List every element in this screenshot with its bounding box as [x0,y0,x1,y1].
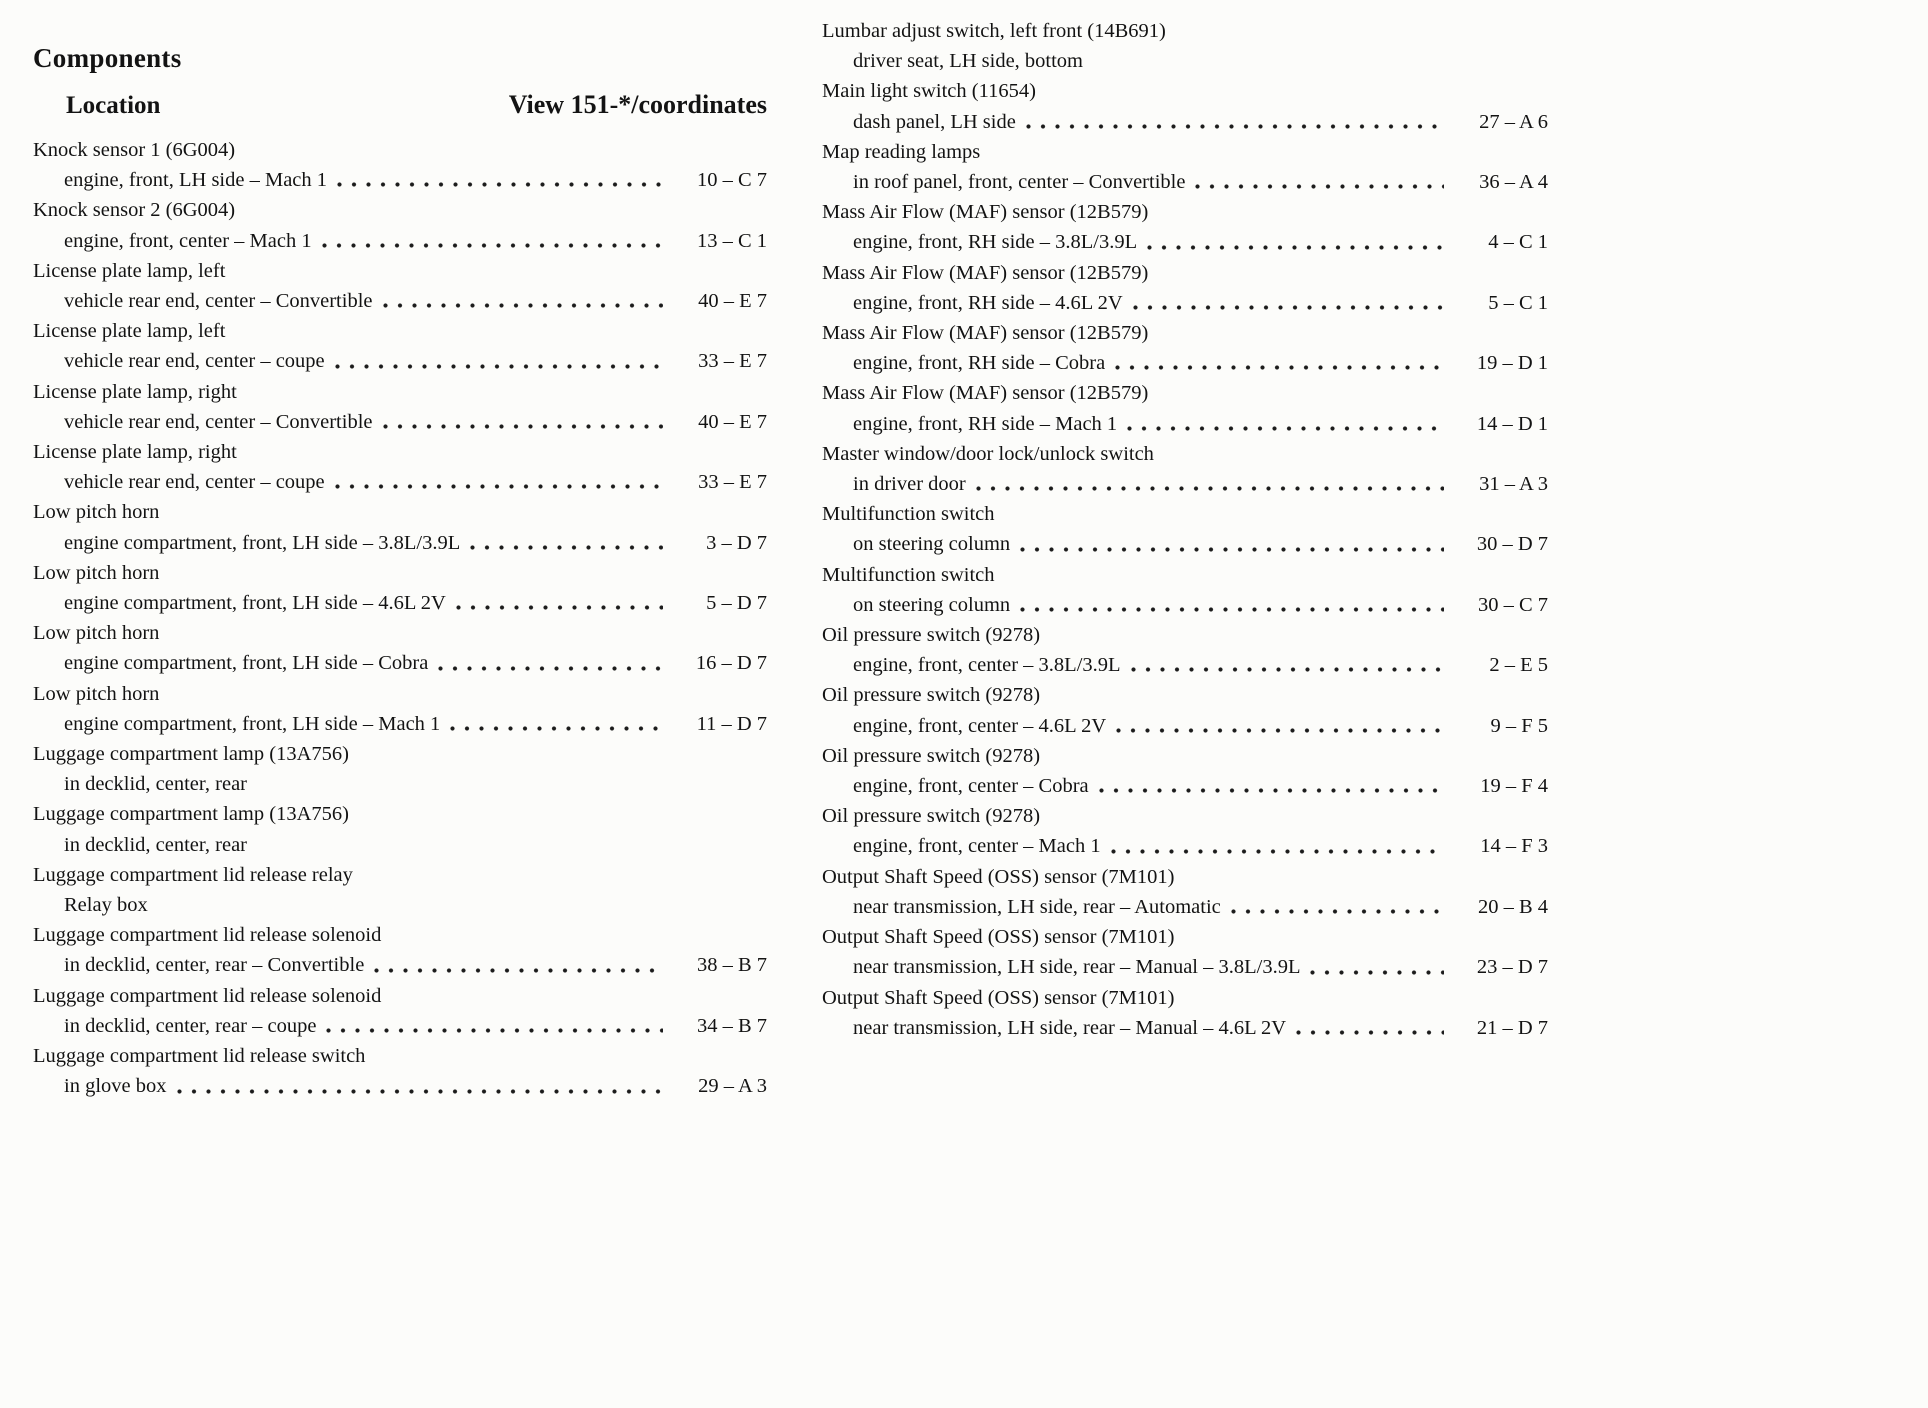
component-name: Luggage compartment lamp (13A756) [33,803,349,826]
component-entry [822,378,1548,438]
component-location-row [33,950,767,980]
dot-leader [1131,666,1444,673]
location-text: engine, front, center – Mach 1 [853,835,1101,858]
coordinate-value: 27 – A 6 [1479,110,1548,133]
component-name: Output Shaft Speed (OSS) sensor (7M101) [822,865,1175,888]
component-location-row [822,46,1548,76]
dot-leader [438,665,663,672]
component-location-row [33,407,767,437]
component-entry [33,497,767,557]
component-entry [33,981,767,1041]
right-column [822,16,1548,1043]
component-entry [33,437,767,497]
component-name: Oil pressure switch (9278) [822,744,1041,767]
component-name: Multifunction switch [822,503,995,526]
component-location-row [33,648,767,678]
coordinate-value: 5 – D 7 [706,592,767,615]
component-location-row [33,1071,767,1101]
coordinate-value: 19 – D 1 [1476,352,1548,375]
dot-leader [1111,848,1444,855]
component-location-row [822,650,1548,680]
location-text: near transmission, LH side, rear – Manual – 3.8L/3.9L [853,956,1301,979]
location-text: near transmission, LH side, rear – Manual – 4.6L 2V [853,1016,1287,1039]
component-name: License plate lamp, right [33,380,237,403]
component-name: Main light switch (11654) [822,80,1036,103]
coordinate-value: 11 – D 7 [696,712,767,735]
location-text: engine, front, RH side – 3.8L/3.9L [853,231,1138,254]
component-entry [822,197,1548,257]
location-text: engine, front, center – Mach 1 [64,229,312,252]
location-text: vehicle rear end, center – Convertible [64,290,373,313]
coordinate-value: 33 – E 7 [698,350,767,373]
location-text: in roof panel, front, center – Convertible [853,171,1186,194]
component-location-row [33,890,767,920]
component-entry [33,256,767,316]
left-column [33,42,767,1102]
component-entry [822,620,1548,680]
dot-leader [1127,425,1444,432]
coordinate-value: 33 – E 7 [698,471,767,494]
component-location-row [33,588,767,618]
component-name: Low pitch horn [33,622,160,645]
dot-leader [374,967,663,974]
location-text: engine, front, center – 4.6L 2V [853,714,1107,737]
component-name: Mass Air Flow (MAF) sensor (12B579) [822,322,1149,345]
component-location-row [33,286,767,316]
component-name: Luggage compartment lid release solenoid [33,984,382,1007]
dot-leader [1116,727,1444,734]
component-name: Oil pressure switch (9278) [822,684,1041,707]
component-entry [33,920,767,980]
component-location-row [33,528,767,558]
dot-leader [1026,123,1444,130]
location-text: engine, front, center – Cobra [853,775,1089,798]
coordinate-value: 14 – F 3 [1480,835,1548,858]
component-location-row [822,771,1548,801]
dot-leader [1099,787,1444,794]
component-location-row [822,288,1548,318]
component-name: Low pitch horn [33,501,160,524]
coordinate-value: 30 – C 7 [1477,593,1548,616]
dot-leader [335,363,663,370]
location-text: engine, front, LH side – Mach 1 [64,169,328,192]
component-name: License plate lamp, left [33,320,226,343]
location-text: vehicle rear end, center – Convertible [64,410,373,433]
component-name: Luggage compartment lamp (13A756) [33,743,349,766]
component-location-row [33,226,767,256]
dot-leader [456,604,663,611]
dot-leader [322,242,663,249]
coordinate-value: 13 – C 1 [696,229,767,252]
component-entry [822,76,1548,136]
view-coordinates-heading: View 151-*/coordinates [508,90,767,119]
component-entry [822,680,1548,740]
coordinate-value: 5 – C 1 [1488,291,1548,314]
component-location-row [33,467,767,497]
component-location-row [33,346,767,376]
component-entry [822,983,1548,1043]
coordinate-value: 9 – F 5 [1490,714,1548,737]
component-list-left [33,135,767,1102]
component-name: Oil pressure switch (9278) [822,805,1041,828]
component-location-row [822,409,1548,439]
component-name: Knock sensor 2 (6G004) [33,199,236,222]
location-heading: Location [66,92,161,119]
location-text: engine compartment, front, LH side – 4.6L 2V [64,592,446,615]
coordinate-value: 31 – A 3 [1479,473,1548,496]
location-text: driver seat, LH side, bottom [853,50,1084,73]
component-entry [33,377,767,437]
dot-leader [470,544,663,551]
coordinate-value: 30 – D 7 [1476,533,1548,556]
coordinate-value: 40 – E 7 [698,410,767,433]
coordinate-value: 2 – E 5 [1489,654,1548,677]
coordinate-value: 20 – B 4 [1477,895,1548,918]
dot-leader [976,485,1444,492]
coordinate-value: 29 – A 3 [698,1075,767,1098]
component-location-row [822,831,1548,861]
component-name: Output Shaft Speed (OSS) sensor (7M101) [822,986,1175,1009]
location-text: in driver door [853,473,966,496]
component-location-row [33,1011,767,1041]
component-location-row [822,107,1548,137]
component-location-row [822,1013,1548,1043]
dot-leader [337,181,663,188]
component-entry [822,318,1548,378]
component-entry [33,618,767,678]
component-entry [822,560,1548,620]
component-name: Map reading lamps [822,140,981,163]
component-location-row [822,892,1548,922]
component-name: Luggage compartment lid release switch [33,1045,366,1068]
component-entry [822,258,1548,318]
coordinate-value: 4 – C 1 [1488,231,1548,254]
component-entry [822,439,1548,499]
component-location-row [822,348,1548,378]
location-text: vehicle rear end, center – coupe [64,471,325,494]
component-entry [822,862,1548,922]
location-text: Relay box [64,894,148,917]
component-name: Luggage compartment lid release solenoid [33,924,382,947]
dot-leader [1231,908,1444,915]
component-location-row [822,711,1548,741]
component-name: Multifunction switch [822,563,995,586]
component-name: Low pitch horn [33,561,160,584]
component-name: Mass Air Flow (MAF) sensor (12B579) [822,201,1149,224]
location-text: engine, front, center – 3.8L/3.9L [853,654,1121,677]
component-name: Oil pressure switch (9278) [822,624,1041,647]
component-location-row [822,167,1548,197]
location-text: on steering column [853,593,1011,616]
dot-leader [1296,1029,1444,1036]
component-entry [33,860,767,920]
location-text: engine compartment, front, LH side – Cobra [64,652,429,675]
dot-leader [326,1027,663,1034]
coordinate-value: 21 – D 7 [1476,1016,1548,1039]
component-entry [33,1041,767,1101]
location-text: in decklid, center, rear – Convertible [64,954,365,977]
dot-leader [1115,364,1444,371]
component-entry [822,16,1548,76]
component-name: Master window/door lock/unlock switch [822,442,1154,465]
location-text: near transmission, LH side, rear – Automatic [853,895,1221,918]
coordinate-value: 14 – D 1 [1476,412,1548,435]
component-entry [33,799,767,859]
component-location-row [33,709,767,739]
component-list-right [822,16,1548,1043]
location-text: in decklid, center, rear [64,833,248,856]
coordinate-value: 36 – A 4 [1479,171,1548,194]
dot-leader [335,483,663,490]
dot-leader [177,1088,664,1095]
component-name: License plate lamp, right [33,441,237,464]
component-name: Mass Air Flow (MAF) sensor (12B579) [822,382,1149,405]
page-title: Components [33,43,182,73]
component-name: Knock sensor 1 (6G004) [33,139,236,161]
coordinate-value: 40 – E 7 [698,290,767,313]
dot-leader [1020,606,1444,613]
component-location-row [33,165,767,195]
location-text: engine, front, RH side – Mach 1 [853,412,1118,435]
component-name: License plate lamp, left [33,259,226,282]
component-entry [822,741,1548,801]
dot-leader [1020,546,1444,553]
location-text: in glove box [64,1075,167,1098]
dot-leader [1195,183,1444,190]
component-entry [33,558,767,618]
location-text: in decklid, center, rear [64,773,248,796]
location-text: engine compartment, front, LH side – Mach 1 [64,712,441,735]
component-location-row [33,769,767,799]
coordinate-value: 10 – C 7 [696,169,767,192]
column-subheadings [33,90,767,120]
coordinate-value: 23 – D 7 [1476,956,1548,979]
component-entry [822,801,1548,861]
component-location-row [822,227,1548,257]
dot-leader [450,725,663,732]
coordinate-value: 19 – F 4 [1480,775,1548,798]
component-name: Low pitch horn [33,682,160,705]
dot-leader [383,302,664,309]
location-text: in decklid, center, rear – coupe [64,1014,317,1037]
component-entry [822,137,1548,197]
component-location-row [822,590,1548,620]
location-text: engine, front, RH side – Cobra [853,352,1106,375]
component-name: Luggage compartment lid release relay [33,863,353,886]
location-text: dash panel, LH side [853,110,1016,133]
component-entry [822,499,1548,559]
component-entry [33,316,767,376]
component-name: Lumbar adjust switch, left front (14B691) [822,20,1166,42]
dot-leader [1310,969,1444,976]
location-text: engine compartment, front, LH side – 3.8L/3.9L [64,531,461,554]
component-entry [822,922,1548,982]
coordinate-value: 34 – B 7 [696,1014,767,1037]
component-entry [33,135,767,195]
location-text: engine, front, RH side – 4.6L 2V [853,291,1123,314]
dot-leader [1133,304,1444,311]
component-entry [33,195,767,255]
coordinate-value: 38 – B 7 [696,954,767,977]
component-name: Mass Air Flow (MAF) sensor (12B579) [822,261,1149,284]
component-location-row [33,830,767,860]
location-text: vehicle rear end, center – coupe [64,350,325,373]
component-name: Output Shaft Speed (OSS) sensor (7M101) [822,926,1175,949]
location-text: on steering column [853,533,1011,556]
component-entry [33,739,767,799]
dot-leader [383,423,664,430]
coordinate-value: 3 – D 7 [706,531,767,554]
component-location-row [822,469,1548,499]
component-location-row [822,529,1548,559]
dot-leader [1147,244,1444,251]
component-location-row [822,952,1548,982]
coordinate-value: 16 – D 7 [695,652,767,675]
component-entry [33,679,767,739]
